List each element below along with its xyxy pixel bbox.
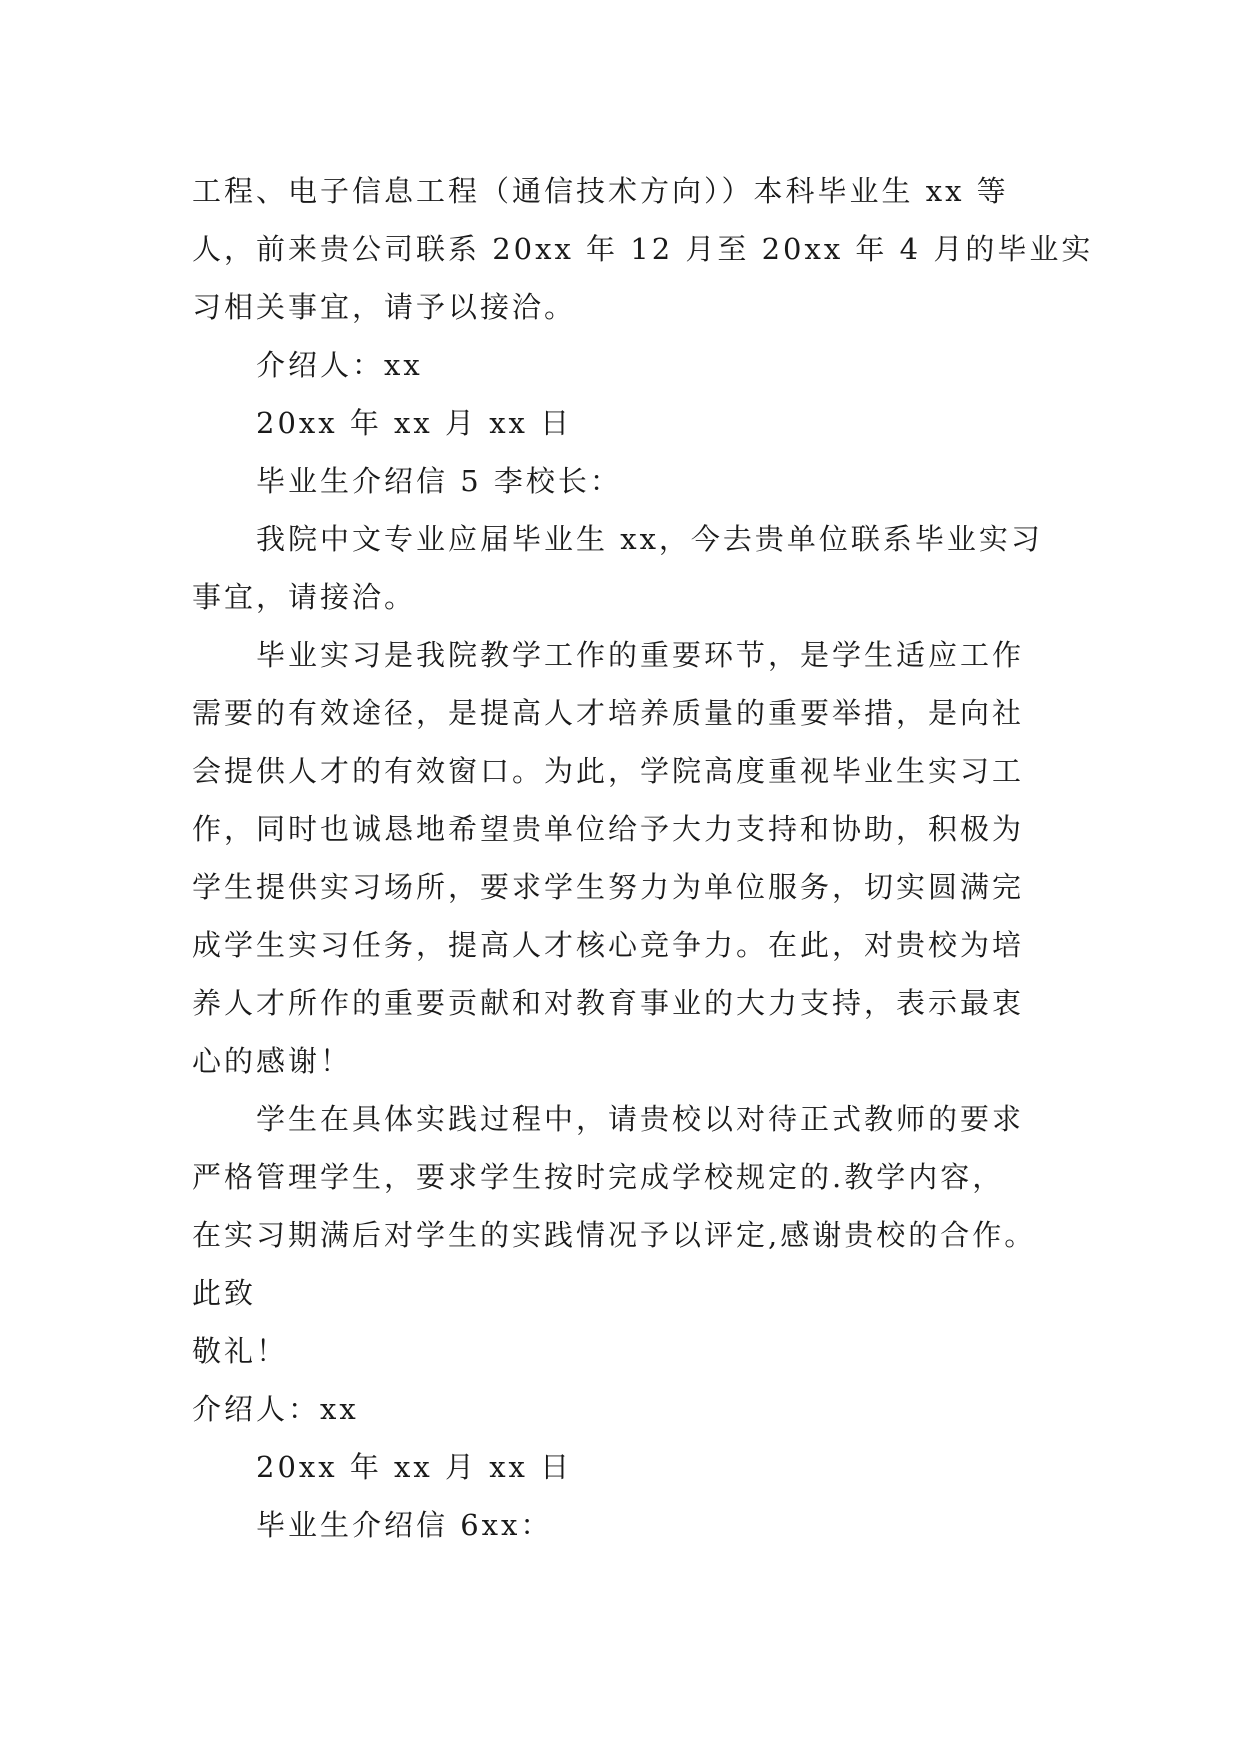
closing-line: 此致 [192,1276,257,1310]
paragraph-line: 事宜，请接洽。 [192,580,417,614]
paragraph-line: 人，前来贵公司联系 20xx 年 12 月至 20xx 年 4 月的毕业实 [192,232,1094,266]
letter-heading: 毕业生介绍信 5 李校长： [256,464,622,498]
paragraph-line: 严格管理学生，要求学生按时完成学校规定的.教学内容， [192,1160,1005,1194]
paragraph-line: 习相关事宜，请予以接洽。 [192,290,577,324]
introducer-line: 介绍人：xx [256,348,423,382]
paragraph-line: 毕业实习是我院教学工作的重要环节，是学生适应工作 [256,638,1025,672]
paragraph-line: 养人才所作的重要贡献和对教育事业的大力支持，表示最衷 [192,986,1025,1020]
paragraph-line: 会提供人才的有效窗口。为此，学院高度重视毕业生实习工 [192,754,1025,788]
paragraph-line: 心的感谢！ [192,1044,353,1078]
salutation-line: 敬礼！ [192,1334,289,1368]
letter-heading: 毕业生介绍信 6xx： [256,1508,553,1542]
introducer-line: 介绍人：xx [192,1392,359,1426]
paragraph-line: 工程、电子信息工程（通信技术方向））本科毕业生 xx 等 [192,174,1009,208]
date-line: 20xx 年 xx 月 xx 日 [256,1450,573,1484]
paragraph-line: 学生在具体实践过程中，请贵校以对待正式教师的要求 [256,1102,1025,1136]
paragraph-line: 我院中文专业应届毕业生 xx，今去贵单位联系毕业实习 [256,522,1043,556]
paragraph-line: 需要的有效途径，是提高人才培养质量的重要举措，是向社 [192,696,1025,730]
paragraph-line: 作，同时也诚恳地希望贵单位给予大力支持和协助，积极为 [192,812,1025,846]
paragraph-line: 在实习期满后对学生的实践情况予以评定,感谢贵校的合作。 [192,1218,1037,1252]
paragraph-line: 学生提供实习场所，要求学生努力为单位服务，切实圆满完 [192,870,1025,904]
paragraph-line: 成学生实习任务，提高人才核心竞争力。在此，对贵校为培 [192,928,1025,962]
date-line: 20xx 年 xx 月 xx 日 [256,406,573,440]
letter-body [192,162,1094,1554]
